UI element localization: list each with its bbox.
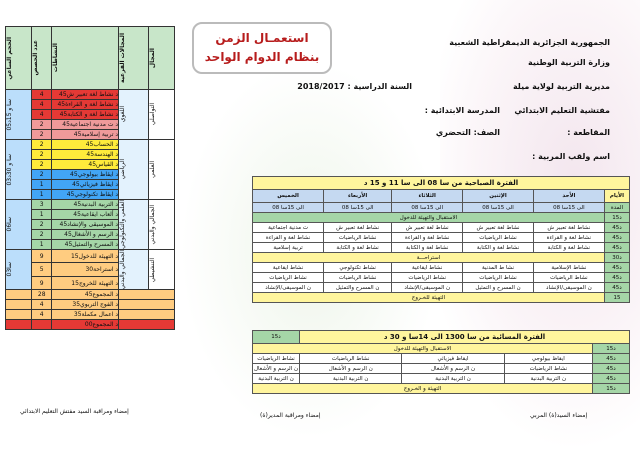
duration-cell: 45د	[604, 233, 629, 243]
activity-cell: 45د ت مدنية اجتماعية	[52, 120, 119, 130]
empty-cell	[119, 310, 175, 320]
span-cell: التهيئة و الخـروج	[253, 384, 593, 394]
domain-cell: العلمي	[148, 140, 174, 200]
morning-title: الفترة الصباحية من سا 08 الى سا 11 و 15 د	[253, 177, 630, 190]
schedule-row	[253, 283, 630, 293]
schedule-row	[253, 344, 630, 354]
director-signature: إمضاء ومراقبة المدير(ة)	[260, 412, 321, 419]
count-cell: 5	[32, 263, 52, 276]
empty-cell	[119, 320, 175, 330]
title-line1: استعمـال الزمن	[215, 31, 309, 45]
lesson-cell: نشاط لغة و الكتابة	[463, 243, 534, 253]
col-volume: الحجم الساعي	[6, 27, 32, 90]
volume-cell: 06سا	[6, 200, 32, 250]
subdomain-cell: الرياضي	[119, 140, 149, 200]
activity-cell: 45د الهندسة	[52, 150, 119, 160]
span-cell: التهيئة للخـروج	[253, 293, 605, 303]
lesson-cell: نشاط الرياضيات	[300, 354, 402, 364]
evening-duration: 15د	[253, 331, 300, 344]
lesson-cell: ايقاظ بيولوجي	[504, 354, 592, 364]
time-cell: 08 الى 15سا	[253, 203, 324, 213]
activity-cell: 45د ايقاظ فيزيائي	[52, 180, 119, 190]
duration-cell: 45د	[593, 374, 630, 384]
col-subdomains: المجالات الفرعية	[119, 27, 149, 90]
volume-cell	[6, 290, 32, 300]
schedule-row	[253, 293, 630, 303]
duration-cell: 30د	[604, 253, 629, 263]
district-field: المقاطعة :	[567, 128, 610, 137]
time-cell: 08 الى 15سا	[533, 203, 604, 213]
hours-row	[6, 250, 175, 263]
morning-schedule	[252, 176, 630, 303]
lesson-cell: تربية إسلامية	[253, 243, 324, 253]
lesson-cell: نشاط الرياضيات	[392, 273, 463, 283]
day-header: الأربعاء	[324, 190, 392, 203]
hours-table	[5, 26, 175, 330]
activity-cell: 45د المسرح والتمثيل	[52, 240, 119, 250]
col-count: عدد الحصص	[32, 27, 52, 90]
lesson-cell: نشاط لغة و القراءة	[392, 233, 463, 243]
hours-row	[6, 320, 175, 330]
lesson-cell: ن المسرح والتمثيل	[324, 283, 392, 293]
day-header: الأيام	[604, 190, 629, 203]
hours-row	[6, 200, 175, 210]
grade-field: الصف: التحضري	[435, 128, 500, 137]
lesson-cell: نشاط لغة و الكتابة	[324, 243, 392, 253]
volume-cell: 05سا و 15د	[6, 90, 32, 140]
lesson-cell: نشاط ايقاعية	[253, 263, 324, 273]
subdomain-cell: الجمالي والبدني	[119, 250, 149, 290]
activity-cell: 45د المجموع	[52, 290, 119, 300]
col-domains: المجال	[148, 27, 174, 90]
lesson-cell: نشاط الإسلامية	[533, 263, 604, 273]
schedule-row	[253, 243, 630, 253]
lesson-cell: نشاط تكنولوجي	[324, 263, 392, 273]
schedule-row	[253, 374, 630, 384]
lesson-cell: ن الموسيقى/الإنشاد	[533, 283, 604, 293]
duration-cell: 45د	[604, 243, 629, 253]
lesson-cell: ن الموسيقى/الإنشاد	[253, 283, 324, 293]
count-cell: 1	[32, 180, 52, 190]
activity-cell: 00د المجموع	[52, 320, 119, 330]
activity-cell: 45د تربية إسلامية	[52, 130, 119, 140]
count-cell	[32, 320, 52, 330]
lesson-cell: ن الرسم و الأشغال	[402, 364, 504, 374]
lesson-cell: ن التربية البدنية	[402, 374, 504, 384]
lesson-cell: نشا ط المدنية	[463, 263, 534, 273]
lesson-cell: نشاط لغة و القراءة	[533, 233, 604, 243]
schedule-row	[253, 213, 630, 223]
lesson-cell: ن الموسيقى/الإنشاد	[392, 283, 463, 293]
inspector-signature: إمضاء ومراقبة السيد مفتش التعليم الابتدائي	[20, 408, 129, 415]
count-cell: 3	[32, 200, 52, 210]
activity-cell: 45د ايقاظ تكنولوجي	[52, 190, 119, 200]
activity-cell: 45د ألعاب ايقاعية	[52, 210, 119, 220]
activity-cell: 35د اعمال مكملة	[52, 310, 119, 320]
activity-cell: 45د نشاط لغة و الكتابة	[52, 110, 119, 120]
activity-cell: 15د التهيئة للخروج	[52, 276, 119, 290]
time-cell: 08 الى 15سا	[463, 203, 534, 213]
count-cell: 9	[32, 276, 52, 290]
day-header: الثلاثاء	[392, 190, 463, 203]
schedule-row	[253, 354, 630, 364]
hours-row	[6, 300, 175, 310]
count-cell: 4	[32, 300, 52, 310]
lesson-cell: نشاط الرياضيات	[463, 273, 534, 283]
lesson-cell: نشاط الرياضيات	[504, 364, 592, 374]
duration-cell: 15	[604, 293, 629, 303]
lesson-cell: نشاط الرياضيات	[463, 233, 534, 243]
duration-label: المدة	[604, 203, 629, 213]
count-cell: 4	[32, 90, 52, 100]
school-year: السنة الدراسية : 2018/2017	[297, 82, 412, 91]
evening-schedule	[252, 330, 630, 394]
lesson-cell: ن التربية البدنية	[253, 374, 300, 384]
count-cell: 4	[32, 310, 52, 320]
lesson-cell: ت مدنية اجتماعية	[253, 223, 324, 233]
lesson-cell: ن المسرح و التمثيل	[463, 283, 534, 293]
duration-cell: 45د	[593, 364, 630, 374]
duration-cell: 15د	[593, 384, 630, 394]
volume-cell: 03سا	[6, 250, 32, 290]
lesson-cell: ن التربية البدنية	[300, 374, 402, 384]
empty-cell	[119, 300, 175, 310]
count-cell: 2	[32, 150, 52, 160]
activity-cell: 15د التهيئة للدخول	[52, 250, 119, 263]
duration-cell: 45د	[604, 263, 629, 273]
day-header: الخميس	[253, 190, 324, 203]
count-cell: 9	[32, 250, 52, 263]
empty-cell	[119, 290, 175, 300]
activity-cell: 45د القياس	[52, 160, 119, 170]
activity-cell: 30د استراحة	[52, 263, 119, 276]
time-cell: 08 الى 15سا	[324, 203, 392, 213]
span-cell: الاستقبال والتهيئة للدخول	[253, 344, 593, 354]
school-field: المدرسة الابتدائية :	[424, 106, 500, 115]
schedule-row	[253, 384, 630, 394]
col-activities: النشاطات	[52, 27, 119, 90]
domain-cell: التواصلي	[148, 90, 174, 140]
activity-cell: 45د الحساب	[52, 140, 119, 150]
count-cell: 2	[32, 160, 52, 170]
count-cell: 2	[32, 120, 52, 130]
lesson-cell: نشاط الرياضيات	[533, 273, 604, 283]
lesson-cell: نشاط الرياضيات	[253, 354, 300, 364]
hours-row	[6, 90, 175, 100]
activity-cell: 45د ايقاظ بيولوجي	[52, 170, 119, 180]
lesson-cell: نشاط الرياضيات	[324, 233, 392, 243]
count-cell: 2	[32, 230, 52, 240]
activity-cell: 45د نشاط لغة تعبير ش	[52, 90, 119, 100]
volume-cell	[6, 300, 32, 310]
schedule-row	[253, 364, 630, 374]
lesson-cell: نشاط ايقاعية	[392, 263, 463, 273]
inspection-header: مفتشية التعليم الابتدائي	[514, 106, 610, 115]
lesson-cell: نشاط لغة و القراءة	[253, 233, 324, 243]
count-cell: 4	[32, 100, 52, 110]
count-cell: 2	[32, 140, 52, 150]
lesson-cell: نشاط لغة تعبير ش	[324, 223, 392, 233]
lesson-cell: نشاط لغة تعبير ش	[533, 223, 604, 233]
count-cell: 1	[32, 190, 52, 200]
duration-cell: 15د	[593, 344, 630, 354]
title-box	[192, 22, 332, 74]
hours-row	[6, 290, 175, 300]
lesson-cell: نشاط الرياضيات	[324, 273, 392, 283]
count-cell: 2	[32, 130, 52, 140]
schedule-row	[253, 233, 630, 243]
lesson-cell: ن الرسم و الأشغال	[300, 364, 402, 374]
day-header: الأحد	[533, 190, 604, 203]
republic-header: الجمهورية الجزائرية الديمقراطية الشعبية	[449, 38, 610, 47]
domain-cell: الجمالي والبدني	[148, 200, 174, 250]
activity-cell: 35د الفوج التربوي	[52, 300, 119, 310]
evening-title: الفترة المسائية من سا 1300 الى 14سا و 30 د	[300, 331, 630, 344]
hours-row	[6, 140, 175, 150]
lesson-cell: نشاط لغة و الكتابة	[533, 243, 604, 253]
count-cell: 28	[32, 290, 52, 300]
schedule-row	[253, 263, 630, 273]
domain-cell: التنشيطي	[148, 250, 174, 290]
span-cell: استراحـــة	[253, 253, 605, 263]
schedule-row	[253, 223, 630, 233]
lesson-cell: نشاط لغة تعبير ش	[463, 223, 534, 233]
schedule-row	[253, 253, 630, 263]
time-cell: 08 الى 15سا	[392, 203, 463, 213]
subdomain-cell: العلمي والتكنولوجي	[119, 200, 149, 250]
hours-row	[6, 310, 175, 320]
span-cell: الاستقبال والتهيئة للدخول	[253, 213, 605, 223]
lesson-cell: نشاط لغة تعبير ش	[392, 223, 463, 233]
duration-cell: 15د	[604, 213, 629, 223]
lesson-cell: ن الرسم و الأشغال	[254, 365, 299, 372]
lesson-cell: نشاط الرياضيات	[253, 273, 324, 283]
duration-cell: 45د	[604, 223, 629, 233]
teacher-signature: إمضاء السيد(ة) المربي	[530, 412, 588, 419]
count-cell: 4	[32, 110, 52, 120]
ministry-header: وزارة التربية الوطنية	[527, 58, 610, 67]
volume-cell: 03سا و 30د	[6, 140, 32, 200]
activity-cell: 45د الرسم و الأشغال	[52, 230, 119, 240]
lesson-cell: ن التربية البدنية	[504, 374, 592, 384]
activity-cell: 45د نشاط لغة و القراءة	[52, 100, 119, 110]
lesson-cell: ايقاظ فيزيائي	[402, 354, 504, 364]
activity-cell: 45د الموسيقى والإنشاد	[52, 220, 119, 230]
activity-cell: 45د التربية البدنية	[52, 200, 119, 210]
count-cell: 1	[32, 240, 52, 250]
title-line2: بنظام الدوام الواحد	[204, 50, 320, 64]
duration-cell: 45د	[593, 354, 630, 364]
teacher-field: اسم ولقب المربية :	[532, 152, 610, 161]
count-cell: 2	[32, 220, 52, 230]
subdomain-cell: اللغوي	[119, 90, 149, 140]
duration-cell: 45د	[604, 283, 629, 293]
count-cell: 2	[32, 170, 52, 180]
volume-cell	[6, 320, 32, 330]
directorate-header: مديرية التربية لولاية ميلة	[512, 82, 610, 91]
count-cell: 1	[32, 210, 52, 220]
schedule-row	[253, 273, 630, 283]
lesson-cell: نشاط لغة و الكتابة	[392, 243, 463, 253]
day-header: الإثنين	[463, 190, 534, 203]
duration-cell: 45د	[604, 273, 629, 283]
volume-cell	[6, 310, 32, 320]
